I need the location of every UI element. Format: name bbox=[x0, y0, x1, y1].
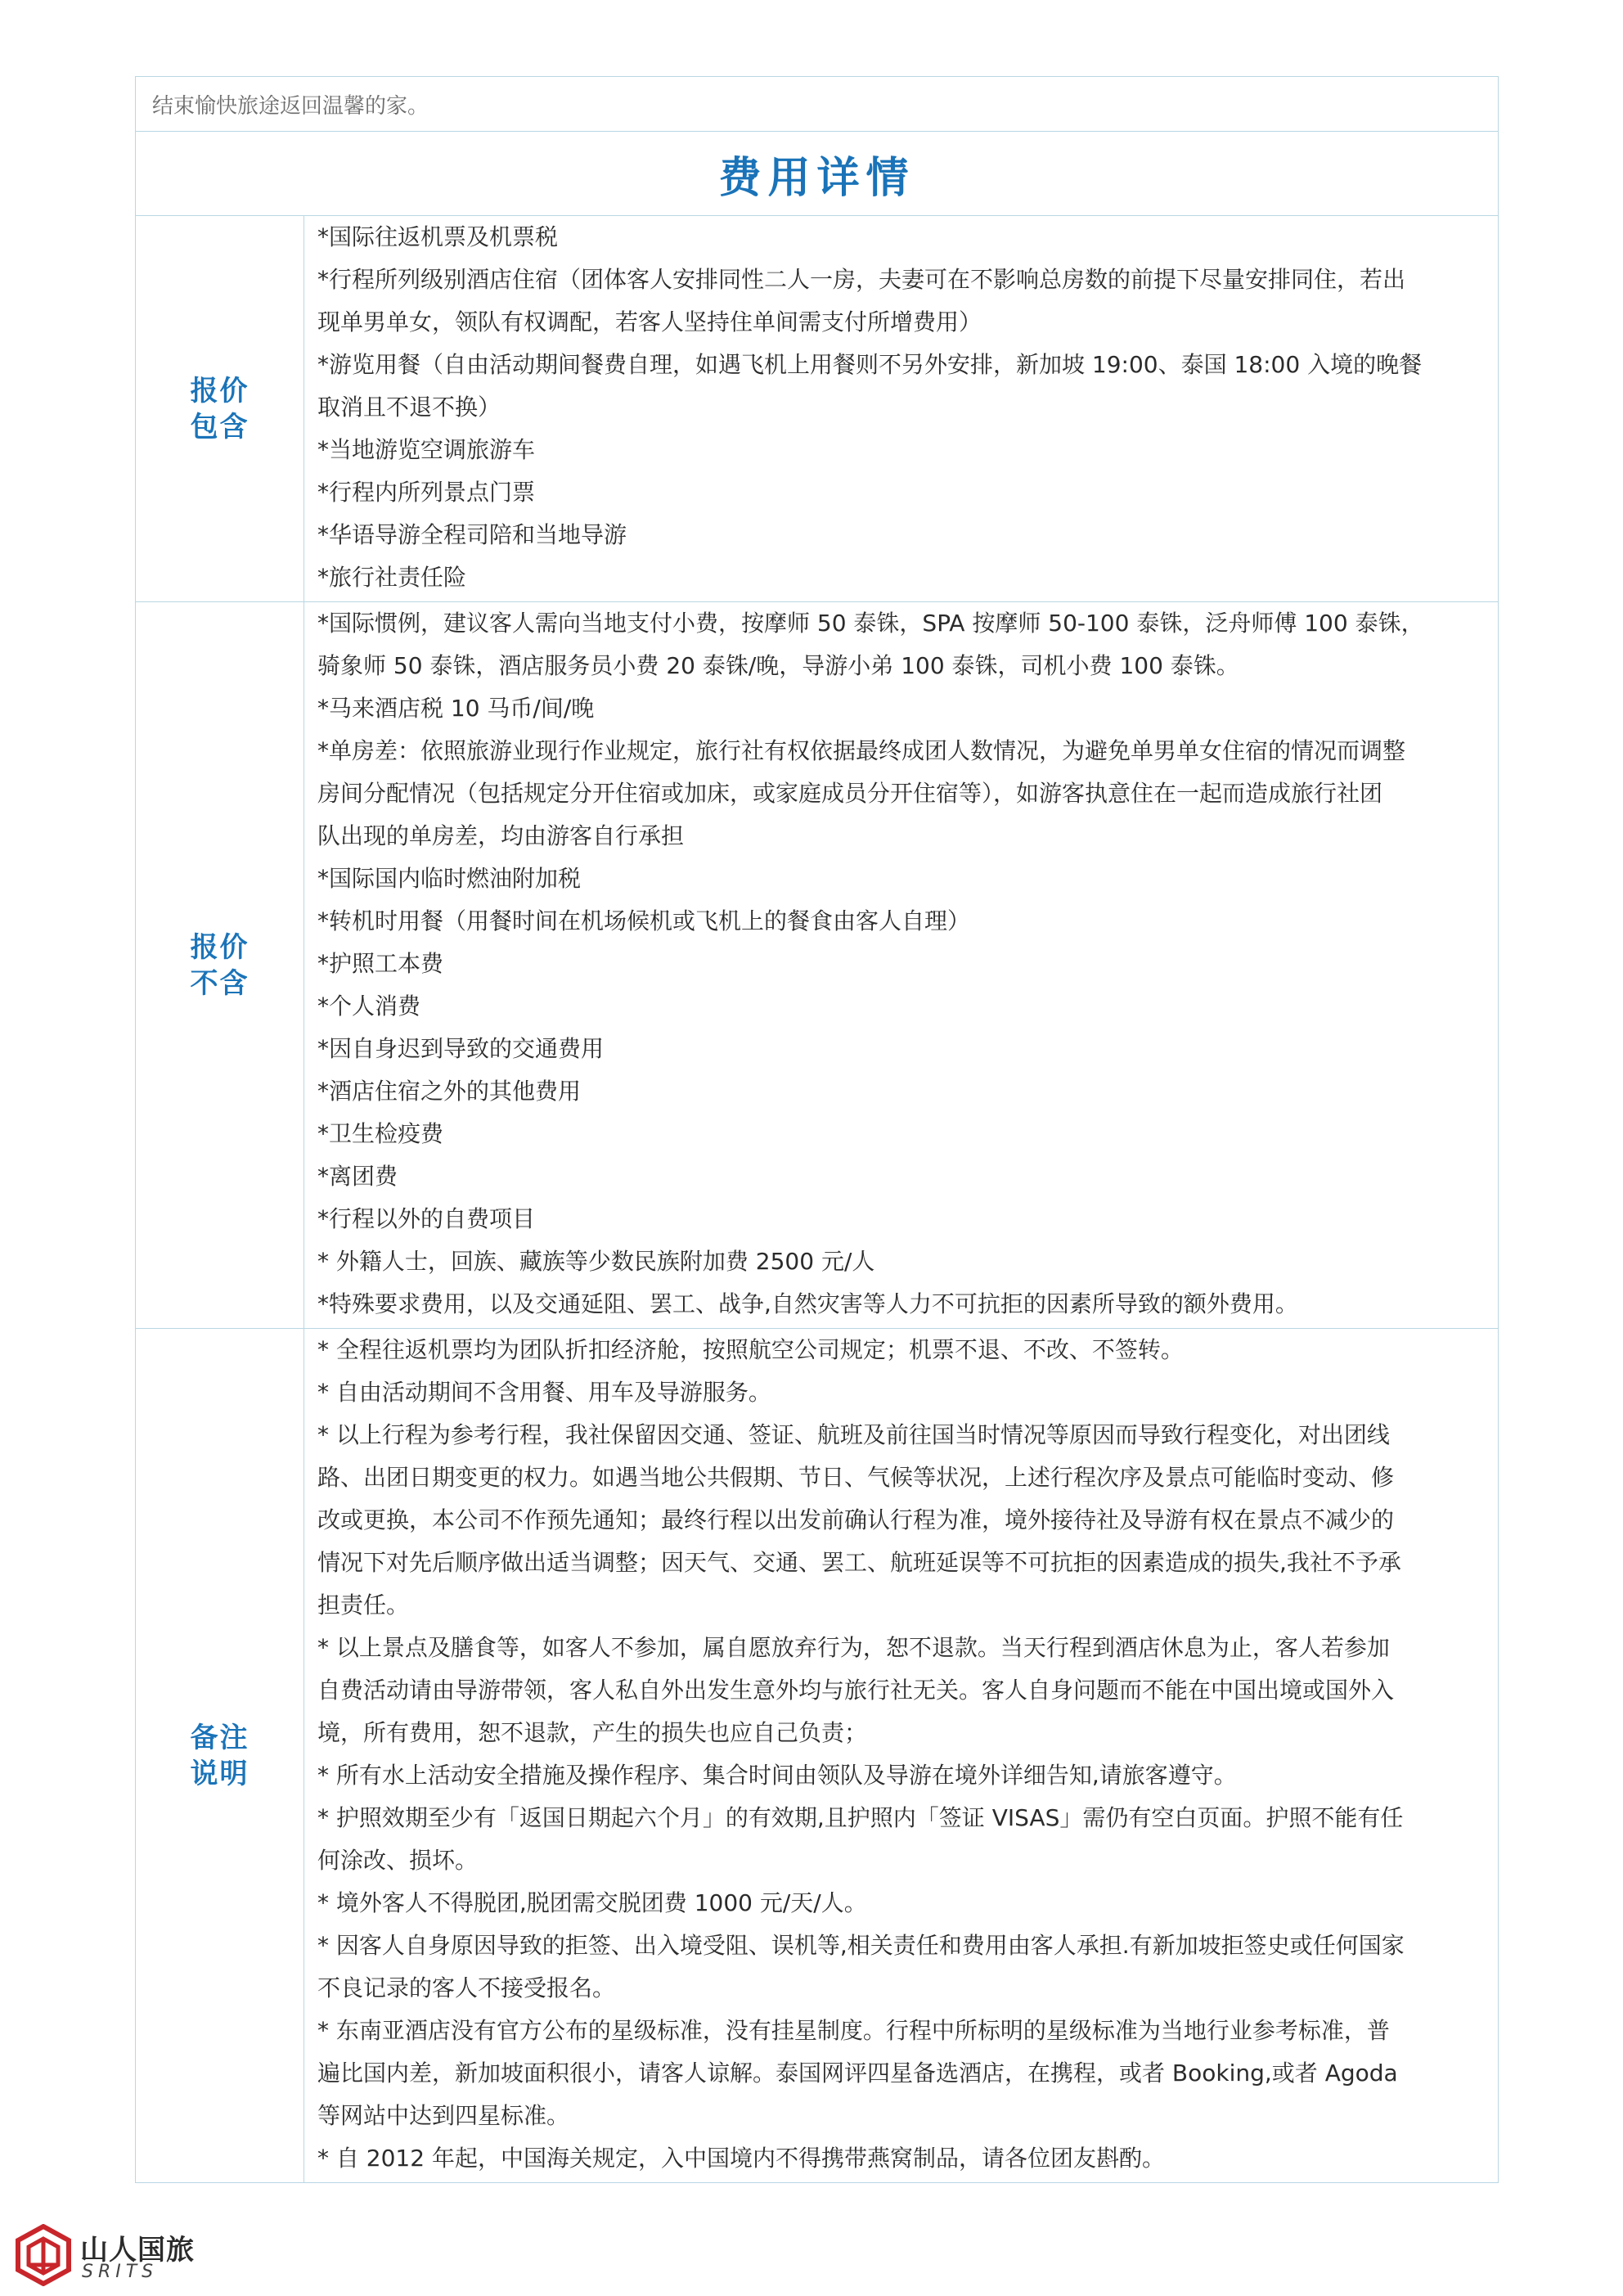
content-line: 改或更换，本公司不作预先通知；最终行程以出发前确认行程为准，境外接待社及导游有权在景点不减少的 bbox=[317, 1506, 1395, 1533]
content-line: *酒店住宿之外的其他费用 bbox=[317, 1078, 582, 1105]
content-line: * 自 2012 年起，中国海关规定，入中国境内不得携带燕窝制品，请各位团友斟酌。 bbox=[317, 2145, 1165, 2172]
content-line: 现单男单女，领队有权调配，若客人坚持住单间需支付所增费用） bbox=[317, 308, 982, 335]
content-line: 路、出团日期变更的权力。如遇当地公共假期、节日、气候等状况，上述行程次序及景点可能临时变动、修 bbox=[317, 1464, 1395, 1491]
fee-details-sheet bbox=[135, 76, 1498, 2183]
content-line: 担责任。 bbox=[317, 1591, 410, 1618]
excluded-content bbox=[304, 602, 1499, 1329]
content-line: *卫生检疫费 bbox=[317, 1120, 444, 1147]
logo-name-cn: 山人国旅 bbox=[80, 2234, 195, 2267]
notes-row bbox=[136, 1329, 1499, 2183]
content-line: *护照工本费 bbox=[317, 950, 444, 977]
included-label-cell bbox=[136, 216, 304, 602]
content-line: * 境外客人不得脱团,脱团需交脱团费 1000 元/天/人。 bbox=[317, 1889, 867, 1916]
content-line: *当地游览空调旅游车 bbox=[317, 436, 536, 463]
content-line: *旅行社责任险 bbox=[317, 564, 467, 591]
title-row bbox=[136, 132, 1499, 216]
content-line: 境，所有费用，恕不退款，产生的损失也应自己负责； bbox=[317, 1719, 868, 1746]
notes-content bbox=[304, 1329, 1499, 2183]
content-line: *华语导游全程司陪和当地导游 bbox=[317, 521, 627, 548]
company-logo bbox=[15, 2224, 211, 2288]
content-line: 情况下对先后顺序做出适当调整；因天气、交通、罢工、航班延误等不可抗拒的因素造成的损失,我社不予承 bbox=[317, 1549, 1401, 1576]
content-line: * 东南亚酒店没有官方公布的星级标准，没有挂星制度。行程中所标明的星级标准为当地行业参考标准，普 bbox=[317, 2017, 1390, 2044]
content-line: 自费活动请由导游带领，客人私自外出发生意外均与旅行社无关。客人自身问题而不能在中国出境或国外入 bbox=[317, 1677, 1395, 1704]
content-line: * 所有水上活动安全措施及操作程序、集合时间由领队及导游在境外详细告知,请旅客遵守。 bbox=[317, 1762, 1237, 1789]
content-line: 遍比国内差，新加坡面积很小，请客人谅解。泰国网评四星备选酒店，在携程，或者 Booking,或者 Agoda bbox=[317, 2060, 1398, 2087]
content-line: * 护照效期至少有「返国日期起六个月」的有效期,且护照内「签证 VISAS」需仍有空白页面。护照不能有任 bbox=[317, 1804, 1404, 1831]
notes-label-cell bbox=[136, 1329, 304, 2183]
content-line: 不良记录的客人不接受报名。 bbox=[317, 1974, 616, 2001]
content-line: *国际惯例，建议客人需向当地支付小费，按摩师 50 泰铢，SPA 按摩师 50-100 泰铢，泛舟师傅 100 泰铢， bbox=[317, 610, 1424, 637]
content-line: *行程所列级别酒店住宿（团体客人安排同性二人一房，夫妻可在不影响总房数的前提下尽量安排同住，若出 bbox=[317, 266, 1406, 293]
logo-name-en: SRITS bbox=[82, 2262, 159, 2282]
content-line: * 以上行程为参考行程，我社保留因交通、签证、航班及前往国当时情况等原因而导致行程变化，对出团线 bbox=[317, 1421, 1390, 1448]
excluded-label: 报价 不含 bbox=[190, 930, 250, 1000]
content-line: 房间分配情况（包括规定分开住宿或加床，或家庭成员分开住宿等），如游客执意住在一起而造成旅行社团 bbox=[317, 780, 1383, 807]
closing-text: 结束愉快旅途返回温馨的家。 bbox=[136, 77, 1499, 132]
content-line: *游览用餐（自由活动期间餐费自理，如遇飞机上用餐则不另外安排，新加坡 19:00、泰国 18:00 入境的晚餐 bbox=[317, 351, 1423, 378]
included-content bbox=[304, 216, 1499, 602]
content-line: *因自身迟到导致的交通费用 bbox=[317, 1035, 605, 1062]
content-line: *国际往返机票及机票税 bbox=[317, 223, 559, 250]
content-line: * 外籍人士，回族、藏族等少数民族附加费 2500 元/人 bbox=[317, 1248, 875, 1275]
content-line: *转机时用餐（用餐时间在机场候机或飞机上的餐食由客人自理） bbox=[317, 907, 971, 934]
included-label: 报价 包含 bbox=[190, 374, 250, 443]
content-line: * 因客人自身原因导致的拒签、出入境受阻、误机等,相关责任和费用由客人承担.有新加坡拒签史或任何国家 bbox=[317, 1932, 1405, 1959]
fee-details-table bbox=[135, 76, 1499, 2183]
content-line: 等网站中达到四星标准。 bbox=[317, 2102, 570, 2129]
content-line: *行程内所列景点门票 bbox=[317, 479, 536, 506]
content-line: *离团费 bbox=[317, 1163, 398, 1190]
closing-row bbox=[136, 77, 1499, 132]
content-line: *个人消费 bbox=[317, 993, 421, 1020]
content-line: 队出现的单房差，均由游客自行承担 bbox=[317, 822, 685, 849]
excluded-row bbox=[136, 602, 1499, 1329]
content-line: 取消且不退不换） bbox=[317, 394, 501, 421]
content-line: *特殊要求费用，以及交通延阻、罢工、战争,自然灾害等人力不可抗拒的因素所导致的额外费用。 bbox=[317, 1290, 1298, 1317]
content-line: *单房差：依照旅游业现行作业规定，旅行社有权依据最终成团人数情况，为避免单男单女住宿的情况而调整 bbox=[317, 737, 1406, 764]
content-line: 何涂改、损坏。 bbox=[317, 1847, 479, 1874]
content-line: * 全程往返机票均为团队折扣经济舱，按照航空公司规定；机票不退、不改、不签转。 bbox=[317, 1336, 1184, 1363]
excluded-label-cell bbox=[136, 602, 304, 1329]
content-line: * 自由活动期间不含用餐、用车及导游服务。 bbox=[317, 1379, 771, 1406]
content-line: *行程以外的自费项目 bbox=[317, 1205, 536, 1232]
section-title: 费用详情 bbox=[718, 152, 915, 203]
content-line: *国际国内临时燃油附加税 bbox=[317, 865, 582, 892]
notes-label: 备注 说明 bbox=[190, 1721, 250, 1790]
included-row bbox=[136, 216, 1499, 602]
content-line: * 以上景点及膳食等，如客人不参加，属自愿放弃行为，恕不退款。当天行程到酒店休息为止，客人若参加 bbox=[317, 1634, 1390, 1661]
content-line: *马来酒店税 10 马币/间/晚 bbox=[317, 695, 595, 722]
logo-mark-icon bbox=[15, 2224, 72, 2286]
content-line: 骑象师 50 泰铢，酒店服务员小费 20 泰铢/晚，导游小弟 100 泰铢，司机小费 100 泰铢。 bbox=[317, 652, 1239, 679]
